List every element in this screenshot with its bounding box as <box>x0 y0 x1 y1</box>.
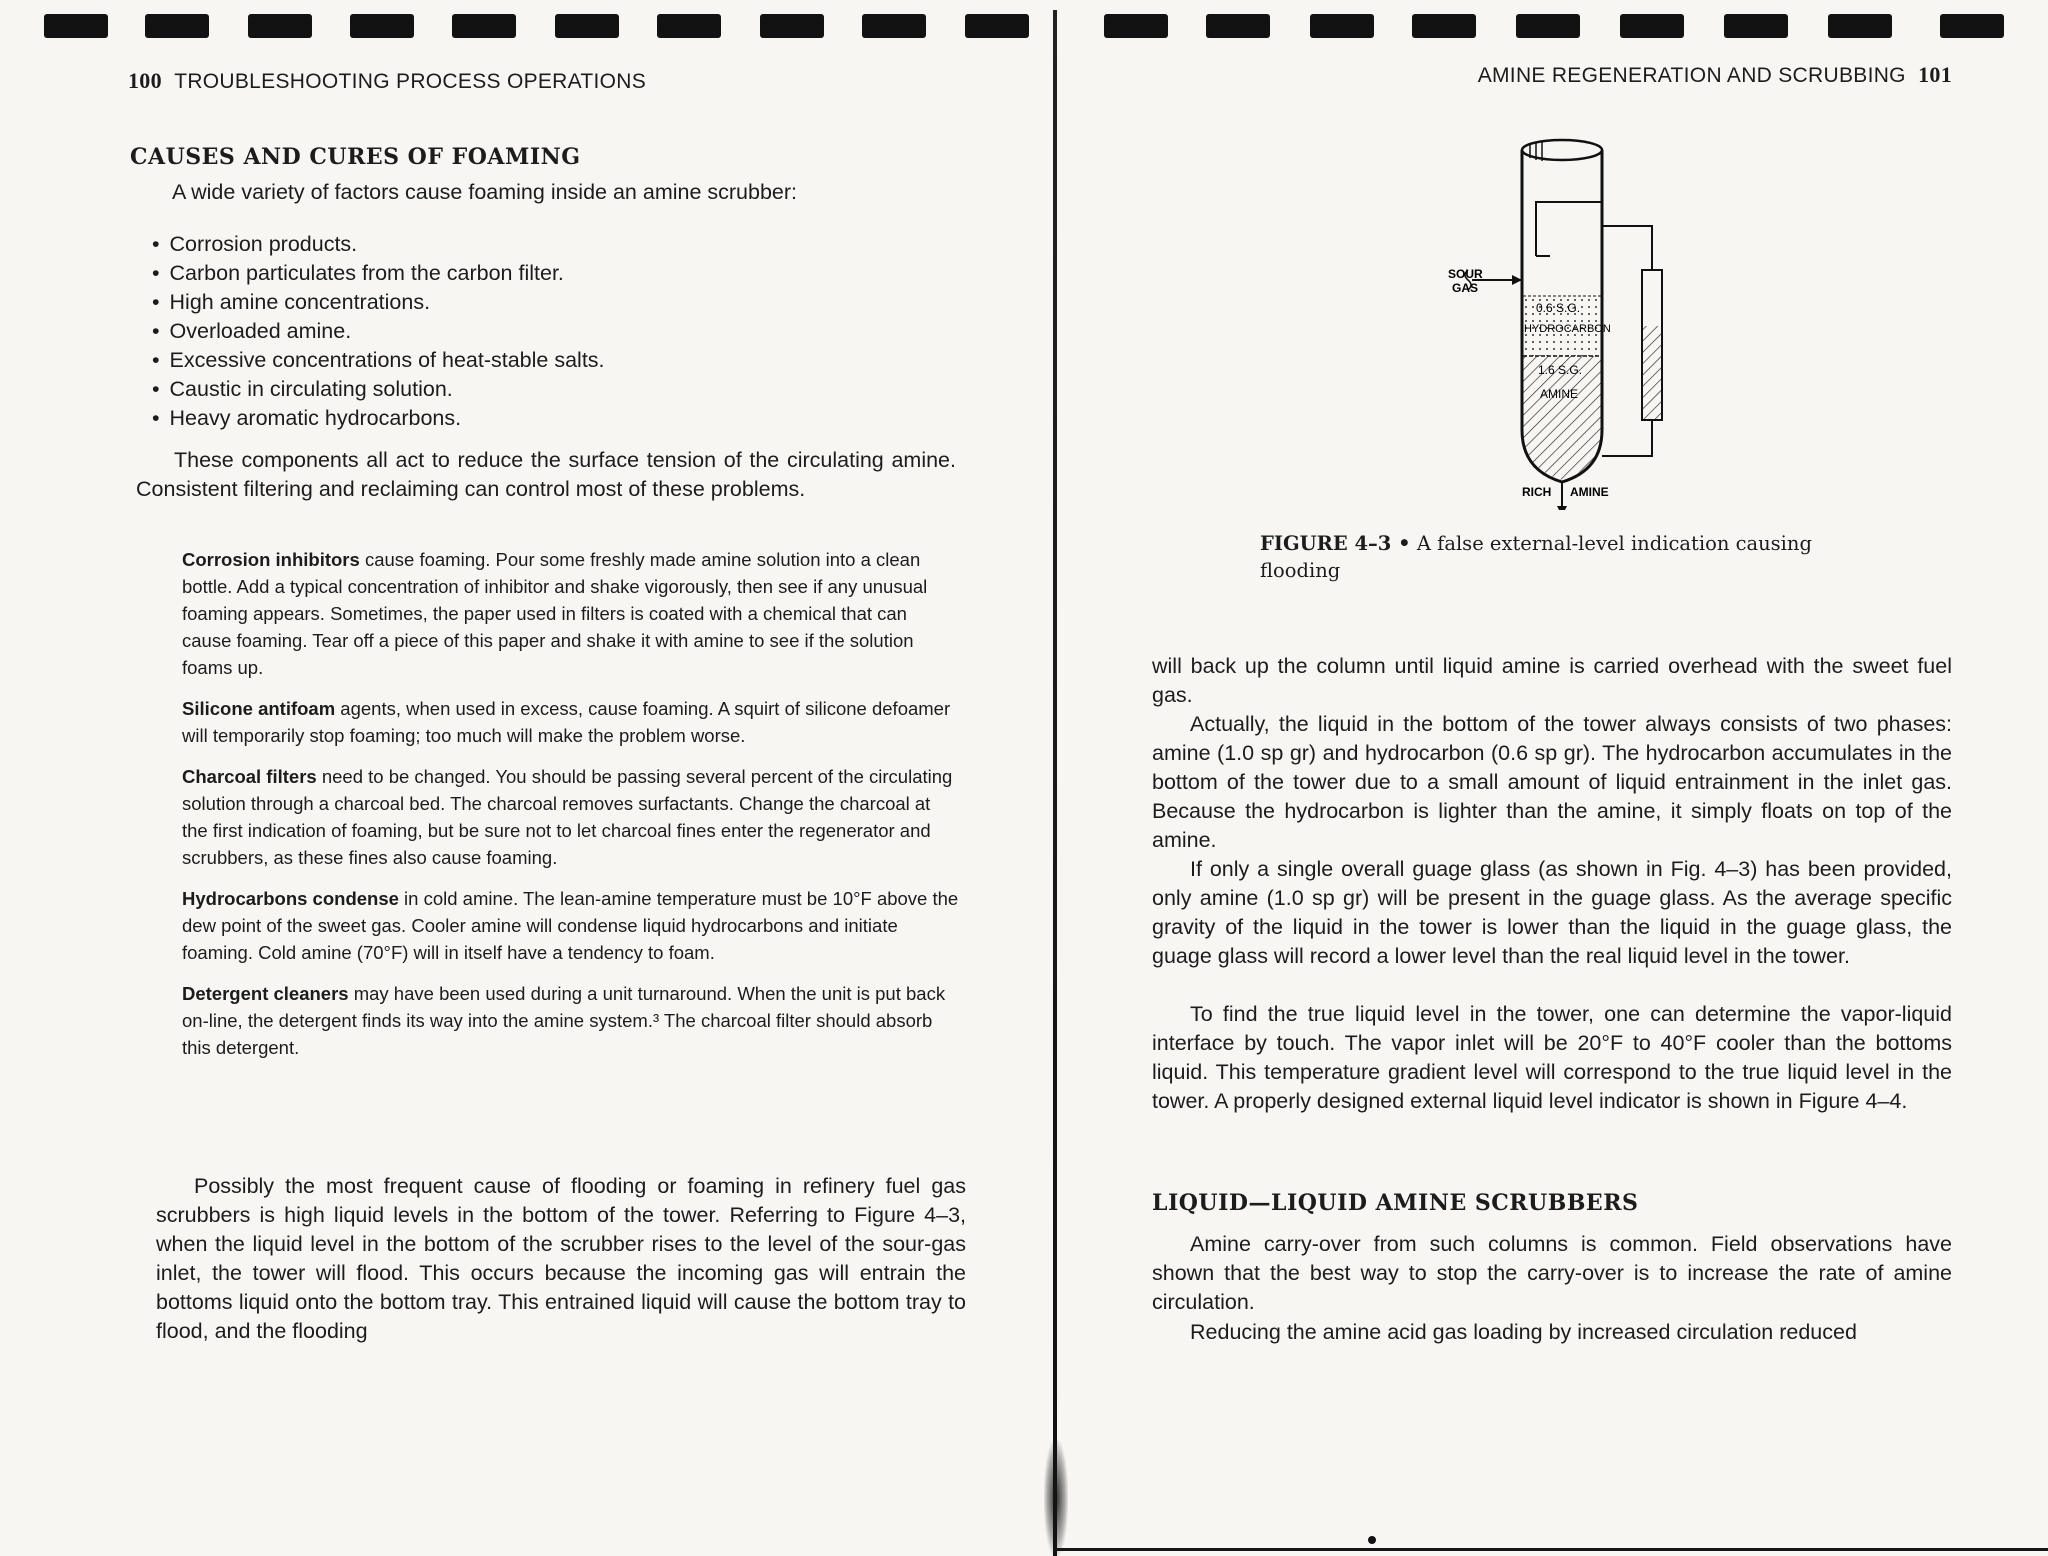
cause-lead: Silicone antifoam <box>182 698 336 719</box>
registration-mark <box>657 14 721 38</box>
cause-detergent-cleaners <box>182 980 960 1061</box>
list-item: • Overloaded amine. <box>152 317 952 346</box>
list-item: • Corrosion products. <box>152 230 952 259</box>
figure-4-3-diagram <box>1412 130 1732 510</box>
outlet-arrow <box>1557 506 1567 510</box>
cause-lead: Detergent cleaners <box>182 983 349 1004</box>
book-spine <box>1053 10 1057 1556</box>
figure-caption <box>1260 530 1880 584</box>
carry-over-paragraph: Amine carry-over from such columns is common. Field observations have shown that the best way to stop the carry-over is to increase the rate of amine circulation. <box>1152 1232 1952 1314</box>
cause-text: in cold amine. The lean-amine temperature must be 10°F above the dew point of the sweet gas. Cooler amine will condense liquid hydrocarbons and initiate foaming. Cold amine (70°F) will in itself have a tendency to foam. <box>182 888 959 963</box>
intro-paragraph: A wide variety of factors cause foaming inside an amine scrubber: <box>172 180 798 204</box>
right-page-number: 101 <box>1918 62 1952 87</box>
list-item: • Carbon particulates from the carbon filter. <box>152 259 952 288</box>
cause-corrosion-inhibitors <box>182 546 960 681</box>
label-gas: GAS <box>1452 281 1479 295</box>
section-title-liquid-liquid: LIQUID—LIQUID AMINE SCRUBBERS <box>1152 1190 1639 1216</box>
registration-mark <box>44 14 108 38</box>
cause-lead: Hydrocarbons condense <box>182 888 399 909</box>
registration-mark <box>1516 14 1580 38</box>
true-level-paragraph: To find the true liquid level in the tower, one can determine the vapor-liquid interface by touch. The vapor inlet will be 20°F to 40°F cooler than the bottoms liquid. This temperature gradient level will correspond to the true liquid level in the tower. A properly designed external liquid level indicator is shown in Figure 4–4. <box>1152 1002 1952 1113</box>
label-hydrocarbon: HYDROCARBON <box>1524 323 1611 335</box>
registration-mark <box>1206 14 1270 38</box>
gauge-lower-tap <box>1602 420 1652 456</box>
label-amine-out: AMINE <box>1570 485 1609 499</box>
cause-text: need to be changed. You should be passing several percent of the circulating solution through a charcoal bed. The charcoal removes surfactants. Change the charcoal at the first indication of foaming, but be sure not to let charcoal fines enter the regenerator and scrubbers, as these fines also cause foaming. <box>182 766 953 868</box>
registration-mark <box>1310 14 1374 38</box>
components-paragraph: These components all act to reduce the surface tension of the circulating amine. Consistent filtering and reclaiming can control most of these problems. <box>136 448 956 501</box>
gauge-amine-level <box>1643 326 1661 419</box>
tower-top-cut <box>1522 140 1602 160</box>
spine-shadow <box>1044 1440 1068 1556</box>
cause-charcoal-filters <box>182 763 960 871</box>
figure-caption-text: A false external-level indication causing flooding <box>1260 532 1812 582</box>
section-title-foaming: CAUSES AND CURES OF FOAMING <box>130 144 581 170</box>
bottom-edge-rule <box>1057 1548 2048 1551</box>
list-item: • Heavy aromatic hydrocarbons. <box>152 404 952 433</box>
label-amine-sg: 1.6 S.G. <box>1538 363 1583 377</box>
right-running-title: AMINE REGENERATION AND SCRUBBING <box>1477 64 1906 87</box>
list-item: • Caustic in circulating solution. <box>152 375 952 404</box>
label-hc-sg: 0.6 S.G. <box>1536 301 1581 315</box>
list-item: • Excessive concentrations of heat-stable salts. <box>152 346 952 375</box>
registration-mark <box>1104 14 1168 38</box>
cause-silicone-antifoam <box>182 695 960 749</box>
foaming-factors-list <box>152 230 952 433</box>
registration-marks <box>0 0 2048 46</box>
figure-label: FIGURE 4–3 • <box>1260 532 1411 555</box>
registration-mark <box>760 14 824 38</box>
registration-mark <box>248 14 312 38</box>
cause-hydrocarbons-condense <box>182 885 960 966</box>
gauge-glass-paragraph: If only a single overall guage glass (as shown in Fig. 4–3) has been provided, only amine (1.0 sp gr) will be present in the guage glass. As the average specific gravity of the liquid in the tower is lower than the liquid in the guage glass, the guage glass will record a lower level than the real liquid level in the tower. <box>1152 857 1952 968</box>
left-running-title: TROUBLESHOOTING PROCESS OPERATIONS <box>174 70 647 93</box>
continued-paragraph: will back up the column until liquid amine is carried overhead with the sweet fuel gas. <box>1152 654 1952 707</box>
registration-mark <box>1828 14 1892 38</box>
registration-mark <box>1620 14 1684 38</box>
scan-speck <box>1368 1536 1376 1544</box>
cause-text: agents, when used in excess, cause foaming. A squirt of silicone defoamer will temporarily stop foaming; too much will make the problem worse. <box>182 698 951 746</box>
registration-mark <box>965 14 1029 38</box>
registration-mark <box>1412 14 1476 38</box>
cause-lead: Corrosion inhibitors <box>182 549 360 570</box>
reducing-paragraph: Reducing the amine acid gas loading by increased circulation reduced <box>1190 1320 1857 1344</box>
downcomer-pipe <box>1536 202 1602 256</box>
right-running-head <box>1478 62 1952 88</box>
left-page-number: 100 <box>128 68 162 93</box>
label-rich: RICH <box>1522 485 1552 499</box>
gauge-upper-tap <box>1602 226 1652 270</box>
list-item: • High amine concentrations. <box>152 288 952 317</box>
two-phases-paragraph: Actually, the liquid in the bottom of the tower always consists of two phases: amine (1.0 sp gr) and hydrocarbon (0.6 sp gr). The hydrocarbon accumulates in the bottom of the tower due to a small amount of liquid entrainment in the inlet gas. Because the hydrocarbon is lighter than the amine, it simply floats on top of the amine. <box>1152 712 1952 852</box>
registration-mark <box>1940 14 2004 38</box>
cause-lead: Charcoal filters <box>182 766 317 787</box>
registration-mark <box>1724 14 1788 38</box>
registration-mark <box>145 14 209 38</box>
causes-list <box>182 546 960 1061</box>
label-sour: SOUR <box>1448 267 1483 281</box>
cause-text: may have been used during a unit turnaround. When the unit is put back on-line, the detergent finds its way into the amine system.³ The charcoal filter should absorb this detergent. <box>182 983 946 1058</box>
flooding-paragraph: Possibly the most frequent cause of flooding or foaming in refinery fuel gas scrubbers is high liquid levels in the bottom of the tower. Referring to Figure 4–3, when the liquid level in the bottom of the scrubber rises to the level of the sour-gas inlet, the tower will flood. This occurs because the incoming gas will entrain the bottoms liquid onto the bottom tray. This entrained liquid will cause the bottom tray to flood, and the flooding <box>156 1174 966 1343</box>
registration-mark <box>555 14 619 38</box>
registration-mark <box>452 14 516 38</box>
registration-mark <box>862 14 926 38</box>
registration-mark <box>350 14 414 38</box>
cause-text: cause foaming. Pour some freshly made amine solution into a clean bottle. Add a typical concentration of inhibitor and shake vigorously, then see if any unusual foaming appears. Sometimes, the paper used in filters is coated with a chemical that can cause foaming. Tear off a piece of this paper and shake it with amine to see if the solution foams up. <box>182 549 928 678</box>
label-amine: AMINE <box>1540 387 1579 401</box>
left-running-head <box>128 68 646 94</box>
